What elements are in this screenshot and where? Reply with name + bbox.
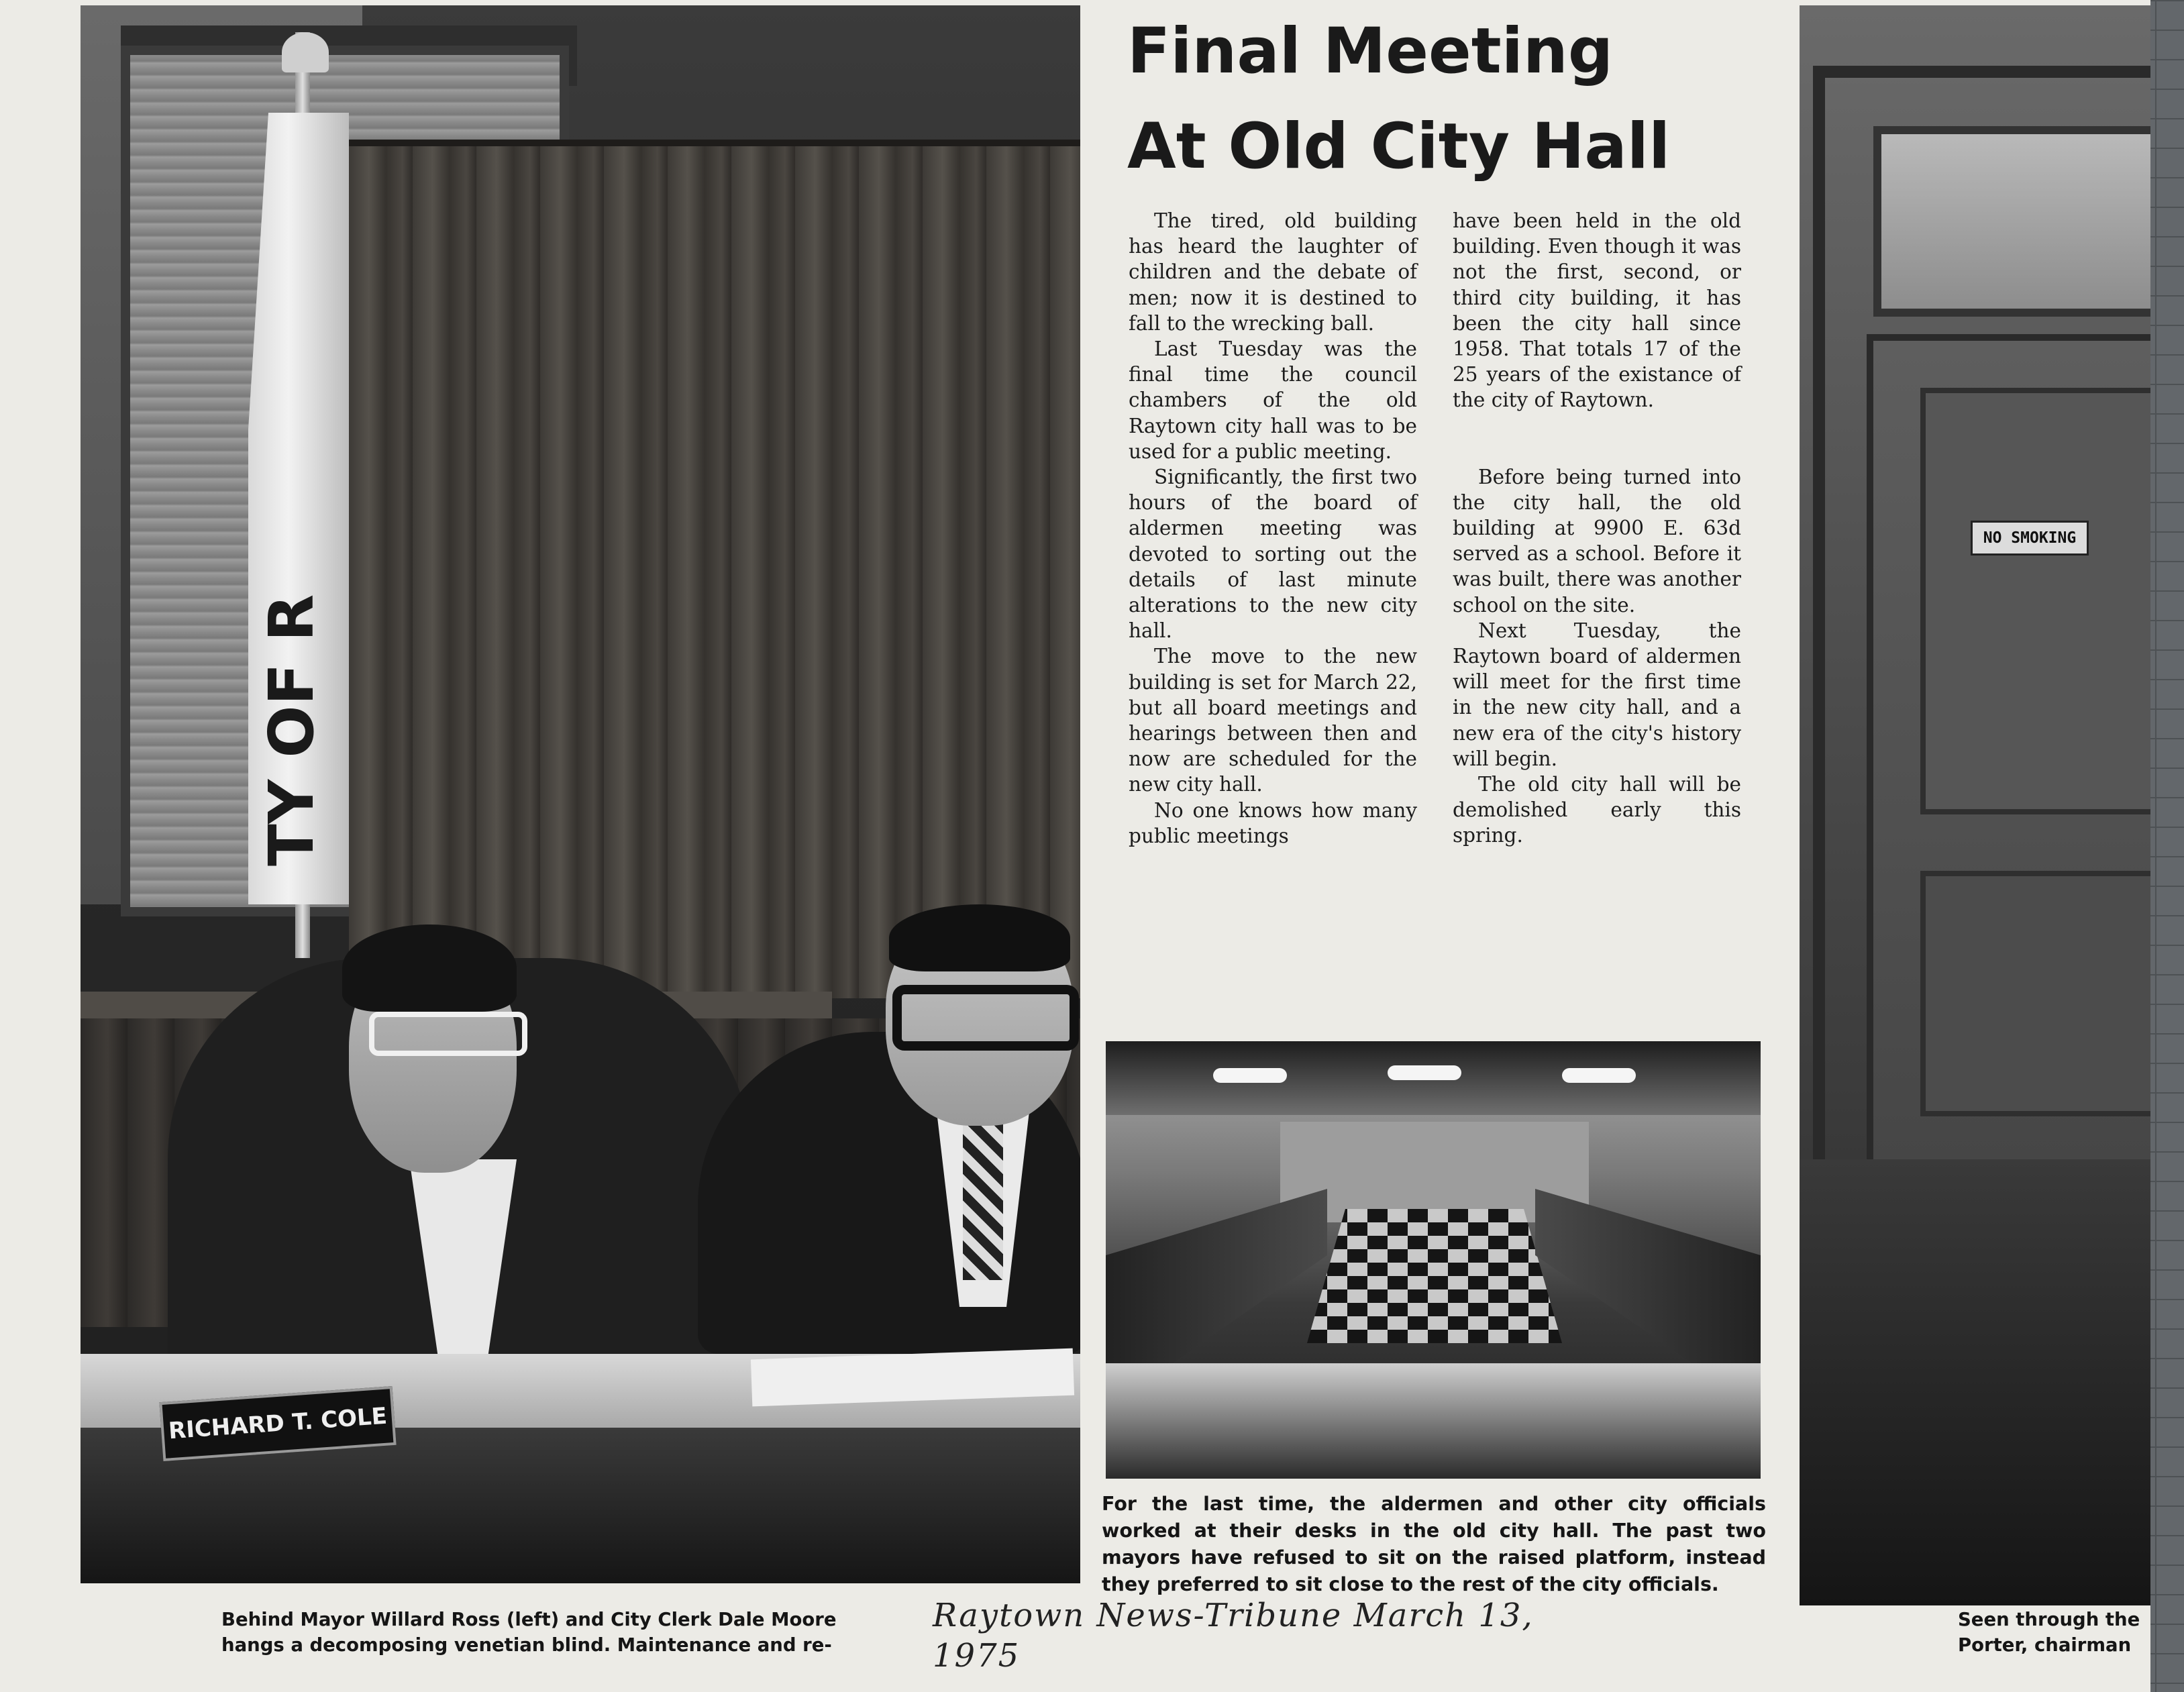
paragraph: The move to the new building is set for March 22, but all board meetings and hearings between then and now are scheduled for the new city hall. (1129, 645, 1417, 796)
clerk-glasses (892, 985, 1079, 1051)
floor (1800, 1159, 2150, 1605)
flag-text: TY OF R (256, 594, 327, 866)
article-column-left (1129, 208, 1417, 849)
door-panel-upper (1920, 388, 2150, 814)
paragraph-continued: have been held in the old building. Even though it was not the first, second, or third city building, it has been the city hall since 1958. That totals 17 of the 25 years of the existance of the city of Raytown. (1453, 209, 1741, 412)
headline-line-1: Final Meeting (1127, 15, 1614, 88)
door-panel-lower (1920, 871, 2150, 1116)
paragraph: The old city hall will be demolished early this spring. (1453, 773, 1741, 847)
ceiling-light (1562, 1068, 1636, 1083)
paragraph: Significantly, the first two hours of the board of aldermen meeting was devoted to sorting out the details of last minute alterations to the new city hall. (1129, 466, 1417, 643)
handwritten-source-note: Raytown News-Tribune March 13, 1975 (933, 1597, 1534, 1675)
main-photo-caption: Behind Mayor Willard Ross (left) and City Clerk Dale Moore hangs a decomposing venetian blind. Maintenance and re- (221, 1609, 837, 1656)
headline-line-2: At Old City Hall (1127, 110, 1671, 183)
wood-paneling (349, 146, 1080, 998)
council-chamber-photo (1106, 1041, 1761, 1479)
mayor-hair (342, 924, 517, 1012)
front-table (1106, 1363, 1761, 1479)
door-photo (1800, 5, 2150, 1605)
right-caption-line-2: Porter, chairman (1958, 1634, 2132, 1656)
right-caption-line-1: Seen through the (1958, 1609, 2140, 1630)
paragraph: The tired, old building has heard the laughter of children and the debate of men; now it is destined to fall to the wrecking ball. (1129, 209, 1417, 335)
clerk-hair (889, 904, 1070, 971)
flagpole-finial (282, 32, 329, 72)
clerk-tie (963, 1119, 1003, 1280)
paragraph: Before being turned into the city hall, the old building at 9900 E. 63d served as a school. Before it was built, there was another school on the site. (1453, 465, 1741, 617)
paragraph: No one knows how many public meetings (1129, 798, 1417, 847)
right-photo-caption (1958, 1607, 2152, 1687)
paragraph: Last Tuesday was the final time the council chambers of the old Raytown city hall was to be used for a public meeting. (1129, 337, 1417, 463)
transom-window (1873, 126, 2150, 317)
paragraph: Next Tuesday, the Raytown board of aldermen will meet for the first time in the new city hall, and a new era of the city's history will begin. (1453, 619, 1741, 770)
article-column-right (1453, 208, 1741, 849)
main-photo (81, 5, 1080, 1583)
headline (1127, 4, 1771, 195)
column-gap (1453, 413, 1741, 464)
ceiling-light (1388, 1065, 1461, 1080)
nameplate: RICHARD T. COLE (159, 1386, 396, 1461)
checkered-floor (1307, 1209, 1562, 1343)
ceiling-light (1213, 1068, 1287, 1083)
mayor-glasses (369, 1012, 527, 1056)
inset-caption: For the last time, the aldermen and other city officials worked at their desks in the old city hall. The past two mayors have refused to sit on the raised platform, instead they preferred to sit close to the rest of the city officials. (1102, 1493, 1766, 1595)
no-smoking-sign: NO SMOKING (1971, 521, 2089, 556)
